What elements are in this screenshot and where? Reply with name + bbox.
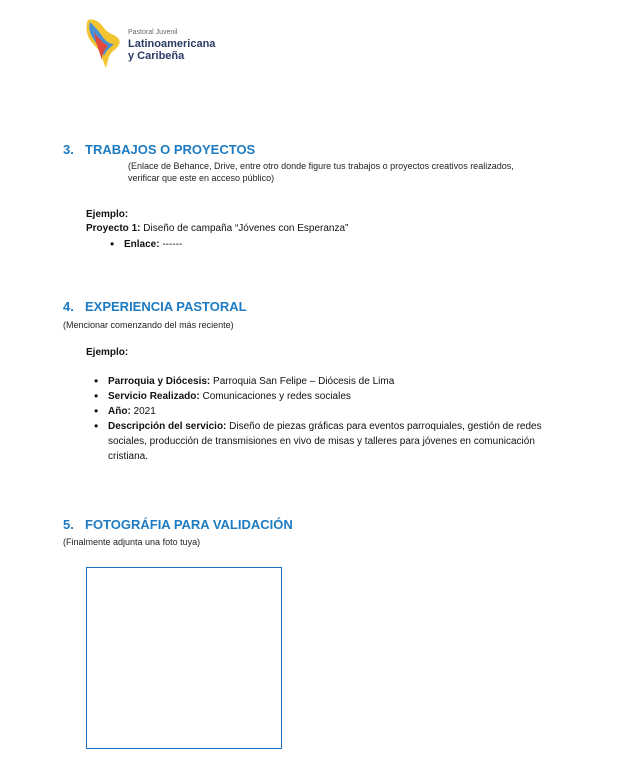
photo-placeholder-box[interactable] [86, 567, 282, 749]
section-4-example-label: Ejemplo: [86, 347, 129, 358]
section-5-number: 5. [63, 517, 74, 532]
section-3-note-line1: (Enlace de Behance, Drive, entre otro donde figure tus trabajos o proyectos creativos realizados, [128, 161, 514, 171]
project-1-line [86, 222, 348, 236]
latin-america-map-icon [84, 16, 126, 70]
section-4-number: 4. [63, 299, 74, 314]
section-3-note [128, 160, 514, 184]
list-item [108, 374, 548, 389]
section-3-title: TRABAJOS O PROYECTOS [85, 142, 256, 157]
section-5-note: (Finalmente adjunta una foto tuya) [63, 537, 201, 547]
project-1-link-item [124, 237, 182, 252]
item-label: Servicio Realizado: [108, 391, 200, 402]
pastoral-experience-list [108, 374, 548, 464]
section-4-note: (Mencionar comenzando del más reciente) [63, 320, 234, 330]
project-1-value: Diseño de campaña “Jóvenes con Esperanza” [140, 223, 349, 234]
item-label: Parroquia y Diócesis: [108, 376, 211, 387]
item-value: Comunicaciones y redes sociales [199, 391, 351, 402]
project-1-link-list [124, 237, 182, 252]
section-5-heading [63, 517, 293, 532]
project-1-link-value: ------ [159, 239, 183, 250]
section-3-note-line2: verificar que este en acceso público) [128, 173, 275, 183]
list-item [108, 389, 548, 404]
logo-title-line1: Latinoamericana [128, 38, 216, 50]
section-3-heading [63, 142, 255, 157]
item-value: 2021 [130, 406, 156, 417]
list-item [108, 419, 548, 464]
logo-subtitle: Pastoral Juvenil [128, 29, 178, 36]
list-item [108, 404, 548, 419]
project-1-link-label: Enlace: [124, 239, 160, 250]
logo-title-line2: y Caribeña [128, 50, 185, 62]
project-1-label: Proyecto 1: [86, 223, 141, 234]
item-label: Año: [108, 406, 131, 417]
item-label: Descripción del servicio: [108, 421, 227, 432]
section-4-title: EXPERIENCIA PASTORAL [85, 299, 247, 314]
section-4-heading [63, 299, 247, 314]
section-3-number: 3. [63, 142, 74, 157]
section-3-example-label: Ejemplo: [86, 209, 129, 220]
section-5-title: FOTOGRÁFIA PARA VALIDACIÓN [85, 517, 293, 532]
organization-logo [84, 16, 244, 72]
item-value: Diseño de piezas gráficas para eventos parroquiales, gestión de redes sociales, producción de transmisiones en vivo de misas y talleres para jóvenes en comunicación cristiana. [108, 421, 542, 462]
item-value: Parroquia San Felipe – Diócesis de Lima [210, 376, 395, 387]
